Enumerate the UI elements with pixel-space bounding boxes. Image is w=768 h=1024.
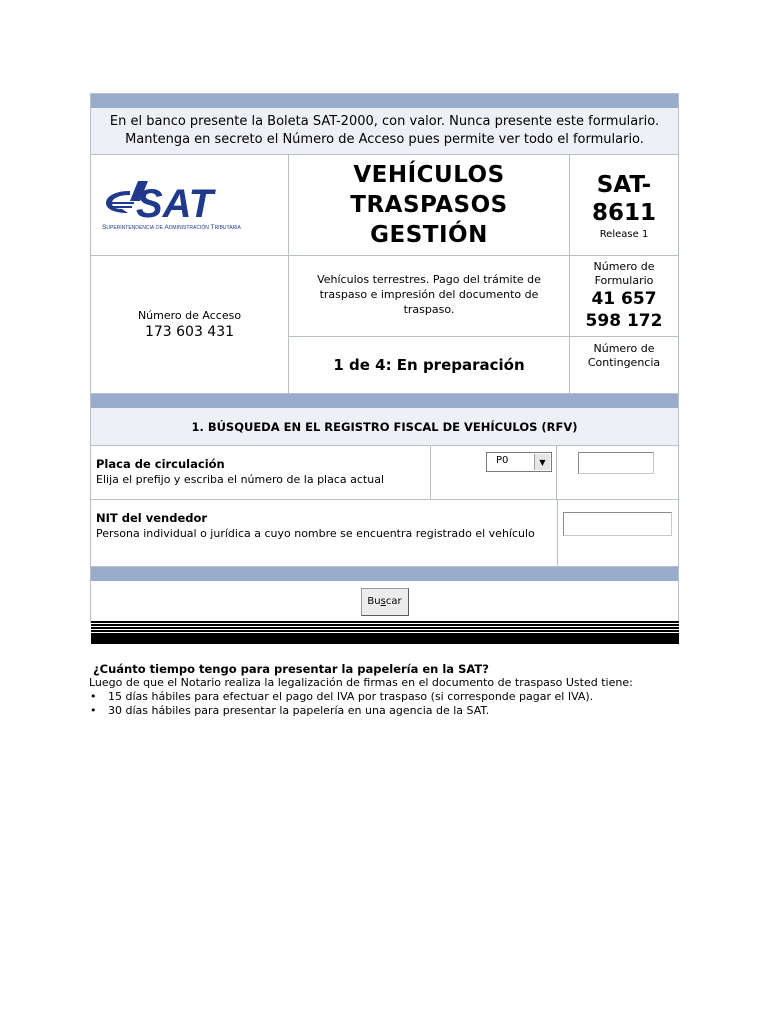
notice-banner xyxy=(91,108,678,155)
code-line-1: SAT- xyxy=(596,171,652,198)
title-line-2: TRASPASOS xyxy=(350,192,508,218)
list-item: • 15 días hábiles para efectuar el pago del IVA por traspaso (si corresponde pagar el IVA). xyxy=(89,690,709,704)
form-sat-8611 xyxy=(90,93,679,623)
contingency-label-1: Número de xyxy=(593,342,655,355)
bottom-band xyxy=(91,567,678,581)
sat-logo-text: SAT xyxy=(135,182,213,226)
access-number-block xyxy=(91,256,289,393)
faq-list xyxy=(89,690,709,718)
sat-logo xyxy=(91,155,289,255)
nit-row xyxy=(91,500,678,567)
form-number-block xyxy=(570,256,678,337)
access-number: 173 603 431 xyxy=(144,324,235,340)
nit-label: NIT del vendedor xyxy=(96,511,208,525)
right-column xyxy=(570,256,678,393)
placa-label-block xyxy=(91,446,430,499)
contingency-label xyxy=(588,342,660,370)
placa-number-cell xyxy=(556,446,678,499)
button-row xyxy=(91,581,678,622)
middle-column xyxy=(289,256,570,393)
search-button-label-post: car xyxy=(385,596,402,607)
section-title: 1. BÚSQUEDA EN EL REGISTRO FISCAL DE VEHÍCULOS (RFV) xyxy=(91,408,678,446)
sat-logo-graphic xyxy=(100,179,280,231)
form-title xyxy=(289,155,570,255)
sat-logo-subtitle: Superintendencia de Administración Tributaria xyxy=(101,224,241,231)
faq-block xyxy=(89,662,709,718)
placa-prefix-select[interactable] xyxy=(486,452,552,472)
form-number-label-1: Número de xyxy=(593,260,655,273)
form-code xyxy=(570,155,678,255)
mid-band xyxy=(91,394,678,408)
nit-label-block xyxy=(91,500,557,566)
faq-question: ¿Cuánto tiempo tengo para presentar la papelería en la SAT? xyxy=(93,662,489,676)
code-line-2: 8611 xyxy=(591,199,656,226)
nit-input-cell xyxy=(557,500,678,566)
contingency-label-2: Contingencia xyxy=(587,356,661,369)
nit-help: Persona individual o jurídica a cuyo nombre se encuentra registrado el vehículo xyxy=(96,527,535,540)
search-button-accelerator: s xyxy=(380,596,386,607)
placa-row xyxy=(91,446,678,500)
header-row xyxy=(91,155,678,256)
faq-intro: Luego de que el Notario realiza la legalización de firmas en el documento de traspaso Usted tiene: xyxy=(89,676,633,689)
notice-line-2: Mantenga en secreto el Número de Acceso pues permite ver todo el formulario. xyxy=(125,132,644,147)
notice-line-1: En el banco presente la Boleta SAT-2000, con valor. Nunca presente este formulario. xyxy=(109,114,660,129)
placa-label: Placa de circulación xyxy=(96,457,225,471)
info-row xyxy=(91,256,678,394)
top-band xyxy=(91,94,678,108)
access-label: Número de Acceso xyxy=(137,309,242,322)
placa-number-input[interactable] xyxy=(578,452,654,474)
form-description: Vehículos terrestres. Pago del trámite de traspaso e impresión del documento de traspaso. xyxy=(289,256,569,337)
footer-stripes-solid xyxy=(91,634,679,644)
form-number-label-2: Formulario xyxy=(594,274,654,287)
form-number-value-1: 41 657 xyxy=(591,289,657,309)
placa-prefix-cell xyxy=(430,446,556,499)
search-button-label-pre: Bu xyxy=(367,596,381,607)
list-item: • 30 días hábiles para presentar la papelería en una agencia de la SAT. xyxy=(89,704,709,718)
chevron-down-icon[interactable]: ▼ xyxy=(534,454,550,470)
placa-prefix-value: P0 xyxy=(496,455,509,466)
placa-help: Elija el prefijo y escriba el número de la placa actual xyxy=(96,473,384,486)
title-line-1: VEHÍCULOS xyxy=(353,162,505,188)
form-number-value-2: 598 172 xyxy=(585,311,663,331)
search-button[interactable] xyxy=(361,588,409,616)
release-label: Release 1 xyxy=(599,228,649,240)
title-line-3: GESTIÓN xyxy=(370,222,488,248)
form-status: 1 de 4: En preparación xyxy=(333,356,525,374)
contingency-block xyxy=(570,337,678,393)
nit-input[interactable] xyxy=(563,512,672,536)
